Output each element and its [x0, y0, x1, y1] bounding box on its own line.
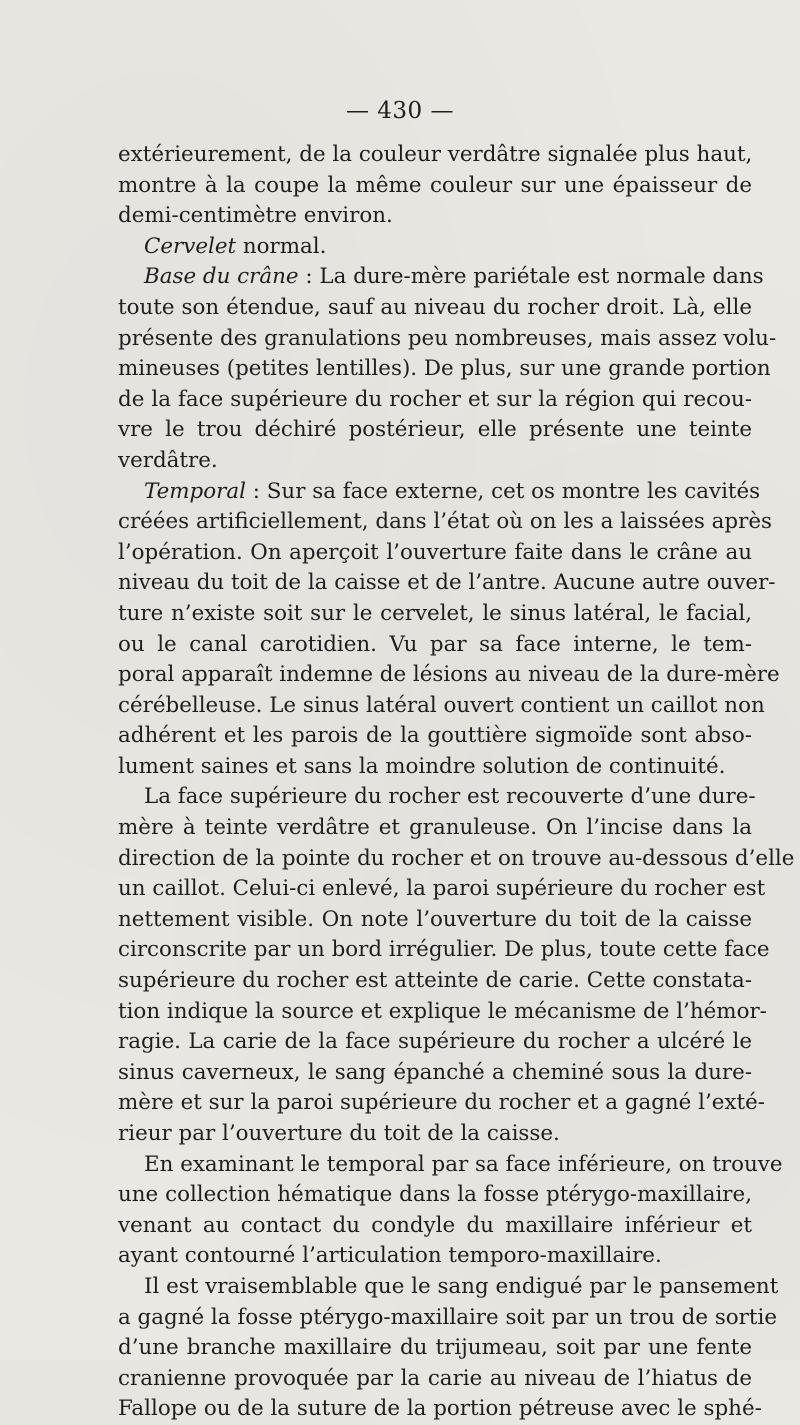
text-line: montre à la coupe la même couleur sur une épaisseur de	[118, 172, 752, 198]
text-line: ragie. La carie de la face supérieure du rocher a ulcéré le	[118, 1029, 752, 1055]
text-line: Fallope ou de la suture de la portion pétreuse avec le sphé-	[118, 1396, 762, 1422]
text-line: adhérent et les parois de la gouttière sigmoïde sont abso-	[118, 723, 752, 749]
text-line: toute son étendue, sauf au niveau du rocher droit. Là, elle	[118, 294, 752, 320]
text-line: ture n’existe soit sur le cervelet, le sinus latéral, le facial,	[118, 600, 752, 626]
text-line: une collection hématique dans la fosse ptérygo-maxillaire,	[118, 1182, 752, 1208]
text-line: cérébelleuse. Le sinus latéral ouvert contient un caillot non	[118, 692, 765, 718]
text-line: cranienne provoquée par la carie au niveau de l’hiatus de	[118, 1365, 752, 1391]
body-text	[118, 140, 795, 1425]
text-line: mineuses (petites lentilles). De plus, sur une grande portion	[118, 356, 771, 382]
text-line: de la face supérieure du rocher et sur la région qui recou-	[118, 386, 752, 412]
text-line: poral apparaît indemne de lésions au niveau de la dure-mère	[118, 662, 780, 688]
paragraph-face-superieure: La face supérieure du rocher est recouverte d’une dure-	[144, 784, 756, 810]
text-line: l’opération. On aperçoit l’ouverture faite dans le crâne au	[118, 539, 752, 565]
paragraph-vraisemblable: Il est vraisemblable que le sang endigué par le pansement	[144, 1273, 779, 1299]
text-line: ayant contourné l’articulation temporo-maxillaire.	[118, 1243, 662, 1269]
paragraph-base-du-crane: Base du crâne : La dure-mère pariétale est normale dans	[144, 264, 764, 290]
text-line: lument saines et sans la moindre solution de continuité.	[118, 753, 726, 779]
text-line: mère à teinte verdâtre et granuleuse. On l’incise dans la	[118, 815, 752, 841]
text-line: tion indique la source et explique le mécanisme de l’hémor-	[118, 998, 767, 1024]
text-line: demi-centimètre environ.	[118, 203, 393, 229]
text-line: direction de la pointe du rocher et on trouve au-dessous d’elle	[118, 845, 795, 871]
text-line: niveau du toit de la caisse et de l’antre. Aucune autre ouver-	[118, 570, 776, 596]
text-line: venant au contact du condyle du maxillaire inférieur et	[118, 1212, 752, 1238]
paragraph-examinant: En examinant le temporal par sa face inférieure, on trouve	[144, 1151, 783, 1177]
section-heading: Cervelet	[144, 233, 237, 259]
paragraph-temporal: Temporal : Sur sa face externe, cet os montre les cavités	[144, 478, 761, 504]
text-line: un caillot. Celui-ci enlevé, la paroi supérieure du rocher est	[118, 876, 766, 902]
text-line: créées artificiellement, dans l’état où on les a laissées après	[118, 509, 772, 535]
text-line: ou le canal carotidien. Vu par sa face interne, le tem-	[118, 631, 752, 657]
text-line: nettement visible. On note l’ouverture du toit de la caisse	[118, 906, 752, 932]
text-line: mère et sur la paroi supérieure du rocher et a gagné l’exté-	[118, 1090, 765, 1116]
section-heading: Base du crâne	[144, 264, 299, 290]
text-line: extérieurement, de la couleur verdâtre signalée plus haut,	[118, 142, 753, 167]
text-line: supérieure du rocher est atteinte de carie. Cette constata-	[118, 968, 752, 994]
text-line: vre le trou déchiré postérieur, elle présente une teinte	[118, 417, 752, 443]
text-line: a gagné la fosse ptérygo-maxillaire soit par un trou de sortie	[118, 1304, 778, 1330]
text-line: circonscrite par un bord irrégulier. De plus, toute cette face	[118, 937, 770, 963]
text-line: rieur par l’ouverture du toit de la caisse.	[118, 1121, 560, 1146]
text-line: sinus caverneux, le sang épanché a cheminé sous la dure-	[118, 1059, 752, 1085]
paragraph-cervelet: Cervelet normal.	[144, 233, 327, 259]
text-line: d’une branche maxillaire du trijumeau, soit par une fente	[118, 1335, 752, 1361]
text-line: verdâtre.	[118, 447, 218, 473]
page-number: — 430 —	[345, 98, 455, 124]
section-heading: Temporal	[144, 478, 246, 504]
text-line: présente des granulations peu nombreuses, mais assez volu-	[118, 325, 777, 351]
